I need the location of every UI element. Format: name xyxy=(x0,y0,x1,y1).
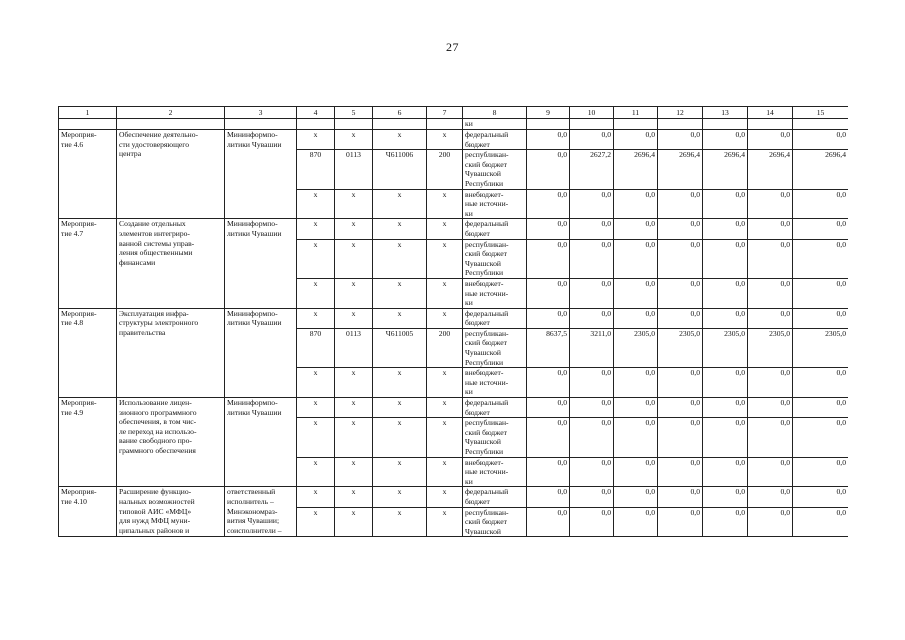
empty-cell xyxy=(748,119,793,130)
code-cell: x xyxy=(297,457,335,487)
code-cell: x xyxy=(297,239,335,278)
code-cell: x xyxy=(335,398,373,418)
amount-cell: 0,0 xyxy=(703,418,748,457)
event-id-cell: Мероприя- тие 4.7 xyxy=(59,219,117,308)
code-cell: x xyxy=(297,308,335,328)
table-container xyxy=(58,106,848,594)
code-cell: x xyxy=(297,219,335,239)
event-id-cell: Мероприя- тие 4.6 xyxy=(59,130,117,219)
code-cell: x xyxy=(427,308,463,328)
funding-source-cell: внебюджет- ные источни- ки xyxy=(463,189,527,219)
header-cell: 6 xyxy=(373,107,427,119)
amount-cell: 0,0 xyxy=(793,219,849,239)
amount-cell: 0,0 xyxy=(748,457,793,487)
code-cell: 870 xyxy=(297,328,335,367)
amount-cell: 2627,2 xyxy=(570,150,614,189)
amount-cell: 0,0 xyxy=(527,189,570,219)
amount-cell: 0,0 xyxy=(748,219,793,239)
code-cell: x xyxy=(335,507,373,537)
code-cell: x xyxy=(373,368,427,398)
amount-cell: 0,0 xyxy=(570,189,614,219)
table-row xyxy=(59,130,849,150)
amount-cell: 0,0 xyxy=(570,130,614,150)
amount-cell: 0,0 xyxy=(703,368,748,398)
amount-cell: 2305,0 xyxy=(748,328,793,367)
amount-cell: 0,0 xyxy=(614,368,658,398)
header-cell: 9 xyxy=(527,107,570,119)
code-cell: x xyxy=(427,487,463,507)
code-cell: x xyxy=(427,457,463,487)
code-cell: x xyxy=(335,368,373,398)
amount-cell: 2696,4 xyxy=(658,150,703,189)
amount-cell: 0,0 xyxy=(793,130,849,150)
empty-cell xyxy=(614,119,658,130)
empty-cell xyxy=(527,119,570,130)
header-cell: 11 xyxy=(614,107,658,119)
amount-cell: 0,0 xyxy=(703,507,748,537)
code-cell: x xyxy=(373,189,427,219)
header-cell: 12 xyxy=(658,107,703,119)
header-cell: 7 xyxy=(427,107,463,119)
code-cell: x xyxy=(297,130,335,150)
amount-cell: 0,0 xyxy=(658,278,703,308)
code-cell: x xyxy=(427,507,463,537)
code-cell: 870 xyxy=(297,150,335,189)
funding-source-cell: внебюджет- ные источни- ки xyxy=(463,368,527,398)
funding-source-cell: федеральный бюджет xyxy=(463,308,527,328)
amount-cell: 0,0 xyxy=(793,507,849,537)
code-cell: x xyxy=(427,418,463,457)
empty-cell xyxy=(335,119,373,130)
funding-source-cell: федеральный бюджет xyxy=(463,219,527,239)
empty-cell xyxy=(703,119,748,130)
page-number: 27 xyxy=(446,40,459,54)
code-cell: x xyxy=(373,507,427,537)
amount-cell: 0,0 xyxy=(703,130,748,150)
event-description-cell: Создание отдельных элементов интегриро- ванной системы управ- ления общественными финансами xyxy=(117,219,225,308)
code-cell: x xyxy=(373,308,427,328)
code-cell: x xyxy=(297,278,335,308)
code-cell: x xyxy=(297,507,335,537)
amount-cell: 0,0 xyxy=(748,308,793,328)
funding-source-cell: республикан- ский бюджет Чувашской xyxy=(463,507,527,537)
empty-cell xyxy=(427,119,463,130)
amount-cell: 0,0 xyxy=(658,219,703,239)
amount-cell: 0,0 xyxy=(527,308,570,328)
table-row xyxy=(59,398,849,418)
code-cell: x xyxy=(297,418,335,457)
code-cell: x xyxy=(427,398,463,418)
empty-cell xyxy=(297,119,335,130)
funding-source-cell: республикан- ский бюджет Чувашской Республики xyxy=(463,328,527,367)
code-cell: x xyxy=(335,487,373,507)
amount-cell: 0,0 xyxy=(570,219,614,239)
amount-cell: 0,0 xyxy=(658,308,703,328)
code-cell: x xyxy=(335,219,373,239)
header-cell: 8 xyxy=(463,107,527,119)
amount-cell: 0,0 xyxy=(748,278,793,308)
amount-cell: 0,0 xyxy=(527,219,570,239)
amount-cell: 0,0 xyxy=(793,487,849,507)
code-cell: x xyxy=(335,239,373,278)
funding-source-cell: федеральный бюджет xyxy=(463,130,527,150)
code-cell: 0113 xyxy=(335,150,373,189)
table-header-row xyxy=(59,107,849,119)
amount-cell: 0,0 xyxy=(793,398,849,418)
amount-cell: 0,0 xyxy=(614,189,658,219)
header-cell: 3 xyxy=(225,107,297,119)
event-description-cell: Обеспечение деятельно- сти удостоверяющего центра xyxy=(117,130,225,219)
header-cell: 13 xyxy=(703,107,748,119)
amount-cell: 0,0 xyxy=(658,487,703,507)
amount-cell: 0,0 xyxy=(658,507,703,537)
event-executor-cell: ответственный исполнитель – Минэкономраз- вития Чувашии; соисполнители – xyxy=(225,487,297,537)
event-executor-cell: Мининформпо- литики Чувашии xyxy=(225,219,297,308)
amount-cell: 0,0 xyxy=(748,418,793,457)
header-cell: 10 xyxy=(570,107,614,119)
amount-cell: 0,0 xyxy=(748,398,793,418)
empty-cell xyxy=(59,119,117,130)
amount-cell: 0,0 xyxy=(658,418,703,457)
code-cell: x xyxy=(427,189,463,219)
event-executor-cell: Мининформпо- литики Чувашии xyxy=(225,398,297,487)
event-executor-cell: Мининформпо- литики Чувашии xyxy=(225,308,297,397)
funding-source-cell: федеральный бюджет xyxy=(463,487,527,507)
amount-cell: 2696,4 xyxy=(703,150,748,189)
code-cell: x xyxy=(335,278,373,308)
code-cell: x xyxy=(373,457,427,487)
table-row xyxy=(59,308,849,328)
amount-cell: 0,0 xyxy=(527,130,570,150)
funding-source-cell: республикан- ский бюджет Чувашской Республики xyxy=(463,418,527,457)
code-cell: x xyxy=(427,239,463,278)
code-cell: x xyxy=(373,130,427,150)
amount-cell: 0,0 xyxy=(703,398,748,418)
code-cell: x xyxy=(335,130,373,150)
amount-cell: 0,0 xyxy=(658,239,703,278)
amount-cell: 0,0 xyxy=(570,457,614,487)
amount-cell: 0,0 xyxy=(527,507,570,537)
empty-cell xyxy=(225,119,297,130)
amount-cell: 0,0 xyxy=(614,418,658,457)
event-description-cell: Использование лицен- зионного программного обеспечения, в том чис- ле переход на использо- вание свободного про- граммного обеспечения xyxy=(117,398,225,487)
event-description-cell: Расширение функцио- нальных возможностей типовой АИС «МФЦ» для нужд МФЦ муни- ципальных районов и xyxy=(117,487,225,537)
header-cell: 1 xyxy=(59,107,117,119)
amount-cell: 0,0 xyxy=(570,487,614,507)
funding-source-cell: внебюджет- ные источни- ки xyxy=(463,278,527,308)
amount-cell: 0,0 xyxy=(527,418,570,457)
amount-cell: 0,0 xyxy=(793,239,849,278)
amount-cell: 0,0 xyxy=(658,398,703,418)
code-cell: x xyxy=(427,219,463,239)
amount-cell: 0,0 xyxy=(748,130,793,150)
amount-cell: 0,0 xyxy=(614,239,658,278)
empty-cell xyxy=(373,119,427,130)
amount-cell: 0,0 xyxy=(527,398,570,418)
amount-cell: 0,0 xyxy=(614,507,658,537)
funding-source-cell: федеральный бюджет xyxy=(463,398,527,418)
table-row xyxy=(59,219,849,239)
amount-cell: 0,0 xyxy=(570,418,614,457)
continuation-row xyxy=(59,119,849,130)
empty-cell xyxy=(570,119,614,130)
amount-cell: 0,0 xyxy=(570,239,614,278)
event-description-cell: Эксплуатация инфра- структуры электронного правительства xyxy=(117,308,225,397)
amount-cell: 0,0 xyxy=(614,219,658,239)
amount-cell: 0,0 xyxy=(793,457,849,487)
code-cell: x xyxy=(373,239,427,278)
event-executor-cell: Мининформпо- литики Чувашии xyxy=(225,130,297,219)
empty-cell xyxy=(793,119,849,130)
event-id-cell: Мероприя- тие 4.9 xyxy=(59,398,117,487)
code-cell: 0113 xyxy=(335,328,373,367)
amount-cell: 0,0 xyxy=(658,189,703,219)
amount-cell: 0,0 xyxy=(614,278,658,308)
amount-cell: 8637,5 xyxy=(527,328,570,367)
amount-cell: 0,0 xyxy=(658,368,703,398)
amount-cell: 0,0 xyxy=(658,457,703,487)
code-cell: 200 xyxy=(427,150,463,189)
amount-cell: 0,0 xyxy=(703,189,748,219)
empty-cell xyxy=(658,119,703,130)
amount-cell: 0,0 xyxy=(527,150,570,189)
amount-cell: 0,0 xyxy=(570,308,614,328)
amount-cell: 0,0 xyxy=(703,219,748,239)
amount-cell: 0,0 xyxy=(748,189,793,219)
amount-cell: 0,0 xyxy=(614,457,658,487)
budget-table xyxy=(58,106,848,537)
event-id-cell: Мероприя- тие 4.8 xyxy=(59,308,117,397)
header-cell: 5 xyxy=(335,107,373,119)
amount-cell: 0,0 xyxy=(658,130,703,150)
funding-source-cell: внебюджет- ные источни- ки xyxy=(463,457,527,487)
amount-cell: 0,0 xyxy=(748,368,793,398)
amount-cell: 0,0 xyxy=(570,507,614,537)
header-cell: 14 xyxy=(748,107,793,119)
header-cell: 2 xyxy=(117,107,225,119)
amount-cell: 0,0 xyxy=(703,278,748,308)
funding-source-cell: республикан- ский бюджет Чувашской Республики xyxy=(463,150,527,189)
amount-cell: 2696,4 xyxy=(793,150,849,189)
code-cell: x xyxy=(373,418,427,457)
amount-cell: 0,0 xyxy=(570,398,614,418)
amount-cell: 0,0 xyxy=(614,308,658,328)
code-cell: x xyxy=(427,368,463,398)
continuation-source-cell: ки xyxy=(463,119,527,130)
code-cell: x xyxy=(335,457,373,487)
amount-cell: 0,0 xyxy=(703,308,748,328)
code-cell: x xyxy=(335,189,373,219)
amount-cell: 0,0 xyxy=(527,487,570,507)
amount-cell: 0,0 xyxy=(703,457,748,487)
funding-source-cell: республикан- ский бюджет Чувашской Республики xyxy=(463,239,527,278)
amount-cell: 2696,4 xyxy=(614,150,658,189)
amount-cell: 0,0 xyxy=(614,398,658,418)
code-cell: x xyxy=(373,278,427,308)
amount-cell: 0,0 xyxy=(527,368,570,398)
code-cell: Ч611006 xyxy=(373,150,427,189)
code-cell: x xyxy=(297,189,335,219)
amount-cell: 0,0 xyxy=(527,457,570,487)
empty-cell xyxy=(117,119,225,130)
code-cell: x xyxy=(297,368,335,398)
code-cell: x xyxy=(373,219,427,239)
amount-cell: 3211,0 xyxy=(570,328,614,367)
amount-cell: 0,0 xyxy=(614,487,658,507)
code-cell: x xyxy=(427,278,463,308)
amount-cell: 0,0 xyxy=(748,239,793,278)
amount-cell: 0,0 xyxy=(793,418,849,457)
code-cell: x xyxy=(427,130,463,150)
code-cell: Ч611005 xyxy=(373,328,427,367)
amount-cell: 0,0 xyxy=(614,130,658,150)
amount-cell: 2305,0 xyxy=(793,328,849,367)
code-cell: x xyxy=(335,308,373,328)
amount-cell: 0,0 xyxy=(748,487,793,507)
amount-cell: 2305,0 xyxy=(703,328,748,367)
code-cell: x xyxy=(373,398,427,418)
header-cell: 4 xyxy=(297,107,335,119)
amount-cell: 0,0 xyxy=(570,368,614,398)
amount-cell: 0,0 xyxy=(793,368,849,398)
amount-cell: 0,0 xyxy=(748,507,793,537)
header-cell: 15 xyxy=(793,107,849,119)
code-cell: x xyxy=(297,398,335,418)
amount-cell: 0,0 xyxy=(793,189,849,219)
code-cell: 200 xyxy=(427,328,463,367)
event-id-cell: Мероприя- тие 4.10 xyxy=(59,487,117,537)
amount-cell: 0,0 xyxy=(793,278,849,308)
amount-cell: 0,0 xyxy=(527,278,570,308)
amount-cell: 0,0 xyxy=(527,239,570,278)
amount-cell: 0,0 xyxy=(793,308,849,328)
code-cell: x xyxy=(335,418,373,457)
code-cell: x xyxy=(373,487,427,507)
amount-cell: 0,0 xyxy=(570,278,614,308)
table-row xyxy=(59,487,849,507)
amount-cell: 2305,0 xyxy=(658,328,703,367)
amount-cell: 0,0 xyxy=(703,487,748,507)
amount-cell: 2696,4 xyxy=(748,150,793,189)
amount-cell: 0,0 xyxy=(703,239,748,278)
amount-cell: 2305,0 xyxy=(614,328,658,367)
code-cell: x xyxy=(297,487,335,507)
